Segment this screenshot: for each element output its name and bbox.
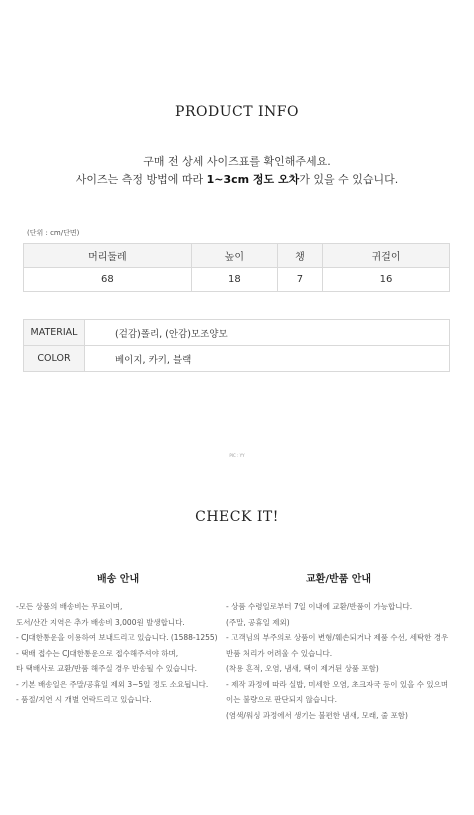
size-value-head-circumference: 68 xyxy=(24,268,192,292)
material-color-table xyxy=(23,319,450,372)
color-value: 베이지, 카키, 블랙 xyxy=(85,346,450,372)
size-header-brim: 챙 xyxy=(277,244,322,268)
size-notice-emphasis: 1~3cm 정도 오차 xyxy=(206,173,300,186)
size-table-value-row xyxy=(24,268,450,292)
size-header-height: 높이 xyxy=(191,244,277,268)
size-value-ear-flap: 16 xyxy=(323,268,450,292)
return-heading: 교환/반품 안내 xyxy=(306,574,372,585)
shipping-heading: 배송 안내 xyxy=(97,574,140,585)
shipping-list xyxy=(16,599,218,708)
return-list xyxy=(226,599,448,723)
size-table xyxy=(23,243,450,292)
check-it-title: CHECK IT! xyxy=(195,509,279,525)
color-row xyxy=(24,346,450,372)
return-line: 이는 불량으로 판단되지 않습니다. xyxy=(226,695,337,704)
size-value-brim: 7 xyxy=(277,268,322,292)
size-header-head-circumference: 머리둘레 xyxy=(24,244,192,268)
color-label: COLOR xyxy=(24,346,85,372)
shipping-line: - 택배 접수는 CJ대한통운으로 접수해주셔야 하며, xyxy=(16,648,179,658)
shipping-line: - CJ대한통운을 이용하여 보내드리고 있습니다. (1588-1255) xyxy=(16,633,218,642)
return-line: 반품 처리가 어려울 수 있습니다. xyxy=(226,648,333,658)
pic-credit: PIC : YY xyxy=(229,453,245,458)
product-info-title: PRODUCT INFO xyxy=(175,104,299,120)
shipping-line: - 품절/지연 시 개별 연락드리고 있습니다. xyxy=(16,695,152,704)
return-line: - 상품 수령일로부터 7일 이내에 교환/반품이 가능합니다. xyxy=(226,602,413,611)
return-line: - 제작 과정에 따라 실밥, 미세한 오염, 초크자국 등이 있을 수 있으며 xyxy=(226,679,449,689)
material-row xyxy=(24,320,450,346)
shipping-line: -모든 상품의 배송비는 무료이며, xyxy=(16,602,123,611)
size-notice-line2 xyxy=(0,171,474,189)
material-label: MATERIAL xyxy=(24,320,85,346)
size-notice-text-pre: 사이즈는 측정 방법에 따라 xyxy=(75,173,207,186)
size-notice-line1: 구매 전 상세 사이즈표를 확인해주세요. xyxy=(143,155,331,168)
shipping-line: 타 택배사로 교환/반품 해주실 경우 반송될 수 있습니다. xyxy=(16,664,197,673)
size-value-height: 18 xyxy=(191,268,277,292)
size-header-ear-flap: 귀걸이 xyxy=(323,244,450,268)
size-table-header-row xyxy=(24,244,450,268)
return-line: (염색/워싱 과정에서 생기는 불편한 냄새, 모래, 줄 포함) xyxy=(226,710,408,720)
return-line: - 고객님의 부주의로 상품이 변형/훼손되거나 제품 수선, 세탁한 경우 xyxy=(226,633,449,642)
shipping-line: 도서/산간 지역은 추가 배송비 3,000원 발생합니다. xyxy=(16,617,185,627)
material-value: (겉감)폴리, (안감)모조양모 xyxy=(85,320,450,346)
shipping-line: - 기본 배송일은 주말/공휴일 제외 3~5일 정도 소요됩니다. xyxy=(16,679,209,689)
size-notice-text-post: 가 있을 수 있습니다. xyxy=(299,173,399,186)
unit-label: (단위 : cm/단면) xyxy=(27,229,80,237)
return-line: (주말, 공휴일 제외) xyxy=(226,617,290,627)
return-line: (착용 흔적, 오염, 냄새, 택이 제거된 상품 포함) xyxy=(226,664,379,673)
